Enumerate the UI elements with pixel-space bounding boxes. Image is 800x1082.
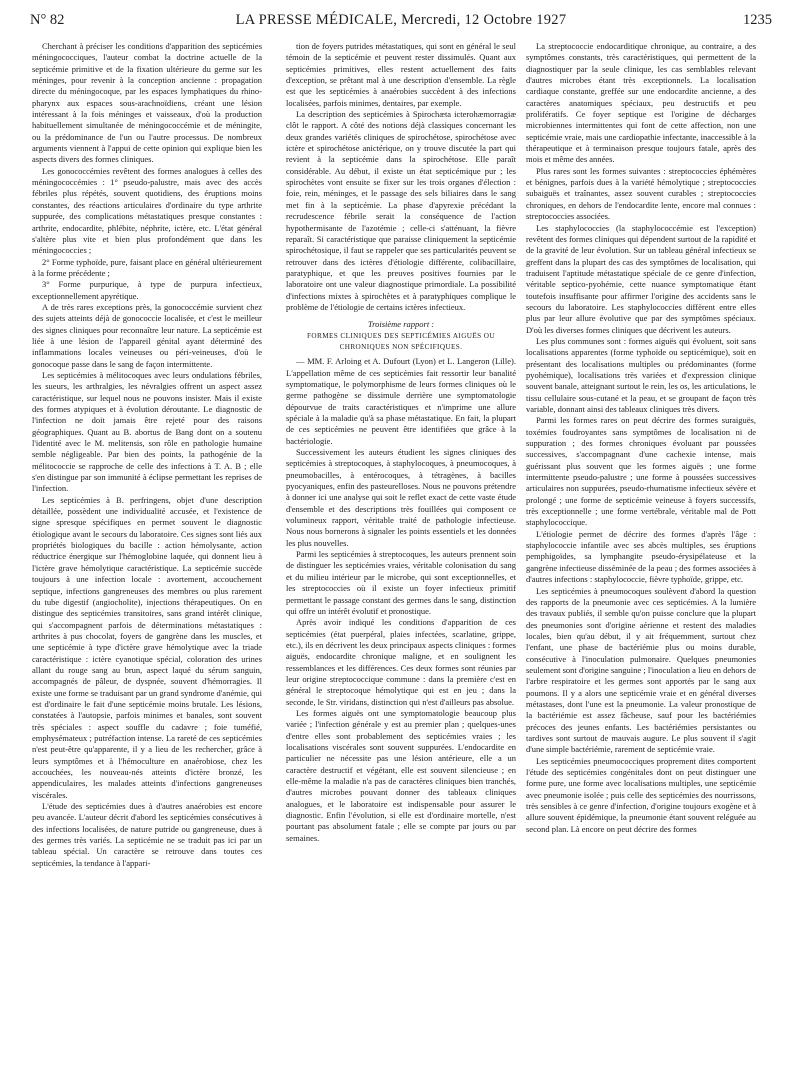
paragraph: Les septicémies à mélitocoques avec leurs ondulations fébriles, les sueurs, les arthralgies, les névralgies offrent un aspect assez caractéristique, sur lequel nous ne pouvons insister. Mais il existe des formes atypiques et à évolution déroutante. Le diagnostic de l'infection ne doit jamais être rejeté pour des raisons géographiques. Quant au B. abortus de Bang dont on a soutenu l'identité avec le M. melitensis, son rôle en pathologie humaine semble négligeable. Par bien des points, la pathogénie de la mélitococcie se rapproche de celle des infections à T. A. B ; elle s'en distingue par son immunité à éclipse permettant les reprises de l'infection. [32,369,262,494]
paragraph: Les formes aiguës ont une symptomatologie beaucoup plus variée ; l'infection générale y est au premier plan ; quelques-unes d'entre elles sont probablement des septicémies vraies ; les localisations viscérales sont souvent suppurées. L'endocardite en particulier ne nécessite pas une lésion antérieure, elle a un caractère destructif et végétant, elle est souvent silencieuse ; en elle-même la maladie n'a pas de caractères cliniques bien tranchés, d'autres microbes pouvant donner des tableaux cliniques analogues, et le laboratoire est indispensable pour assurer le diagnostic. Enfin l'évolution, si elle est d'ordinaire mortelle, n'est pourtant pas absolument fatale ; elle se compte par jours ou par semaines. [286,707,516,843]
paragraph: Les staphylococcies (la staphylococcémie est l'exception) revêtent des formes cliniques qui dépendent surtout de la rapidité et de la gravité de leur évolution. Sur un tableau général infectieux se greffent dans la plupart des cas des symptômes de localisation, qui traduisent l'aptitude métastatique spéciale de ce genre d'infection, véritable septico-pyohémie, cette nuance symptomatique étant toutefois insuffisante pour affirmer l'origine des accidents sans le secours du laboratoire. Les staphylococcies diffèrent entre elles plus par leur allure évolutive que par des symptômes spéciaux. D'où les diverses formes cliniques que décrivent les auteurs. [526,222,756,335]
paragraph: La description des septicémies à Spirochæta icterohæmorragiæ clôt le rapport. A côté des notions déjà classiques concernant les deux grandes variétés cliniques de spirochétose, spirochétose avec ictère et spirochétose anictérique, on y trouve discutée la part qui revient à la septicémie dans la spirochétose. Elle paraît considérable. Au début, il existe un état septicémique pur ; les spirochètes vont ensuite se fixer sur les trois organes d'élection : foie, rein, méninges, et le passage des sels biliaires dans le sang met fin à la septicémie. La phase d'apyrexie précédant la recrudescence fébrile serait la conséquence de l'action hypothermisante de l'azotémie ; celle-ci s'atténuant, la fièvre reparaît. Si caractéristique que paraisse cliniquement la septicémie spirochétosique, il faut se rappeler que ses particularités peuvent se retrouver dans des ictères d'étiologie différente, colibacillaire, paratyphique, et que les preuves positives fournies par le laboratoire ont une valeur diagnostique primordiale. La possibilité d'infections mixtes à spirochètes et à paratyphiques complique le problème de l'étiologie de certains ictères infectieux. [286,109,516,312]
section-heading: Troisième rapport : [367,319,435,330]
paragraph: Les plus communes sont : formes aiguës qui évoluent, soit sans localisations apparentes (forme typhoïde ou septicémique), soit en présentant des localisations multiples ou prédominantes (forme pyohémique), localisations très variées et d'expression clinique souvent banale, atteignant surtout le rein, les os, les articulations, le tissu cellulaire sous-cutané et la peau, et se groupant de façon très variable, donnant ainsi des tableaux cliniques très divers. [526,335,756,414]
paragraph: L'étude des septicémies dues à d'autres anaérobies est encore peu avancée. L'auteur décrit d'abord les septicémies consécutives à des infections localisées, de nature putride ou gangreneuse, dues à des germes très variés. La septicémie ne se traduit pas ici par un tableau spécial. Un caractère se retrouve dans toutes ces septicémies, la tendance à l'appari- [32,801,262,868]
column-middle [286,41,516,844]
paragraph: Successivement les auteurs étudient les signes cliniques des septicémies à streptocoques, à staphylocoques, à pneumocoques, à pneumobacilles, à entérocoques, à tétragènes, à bacilles pyocyaniques, enfin des pasteurelloses. Nous ne pouvons prétendre à donner ici une analyse qui soit le reflet exact de cette vaste étude d'ensemble et des descriptions très fouillées qui composent ce volumineux rapport, véritable traité de pathologie infectieuse. Nous nous bornerons à signaler les points essentiels et les données les plus nouvelles. [286,447,516,548]
paragraph: Les septicémies pneumococciques proprement dites comportent l'étude des septicémies congénitales dont on peut distinguer une forme pure, une forme avec localisations multiples, une septicémie avec pneumonie isolée ; puis celle des septicémies des nourrissons, très sensibles à ce genre d'infection, d'origine toujours exogène et à allure souvent épidémique, la pneumonie étant souvent reléguée au second plan. Là encore on peut décrire des formes [526,755,756,834]
section-subheading: FORMES CLINIQUES DES SEPTICÉMIES AIGUËS OU CHRONIQUES NON SPÉCIFIQUES. [307,331,495,351]
paragraph: Les gonococcémies revêtent des formes analogues à celles des méningococcémies : 1° pseudo-palustre, mais avec des accès fébriles plus répétés, souvent quotidiens, des éruptions moins constantes, des réactions articulaires d'ordinaire du type arthrite suppurée, des complications métastatiques presque constantes : arthrite, endocardite, phlébite, néphrite, ictère, etc. L'état général s'altère plus vite et bien plus profondément que dans les méningococcies ; [32,165,262,256]
column-left [32,41,262,869]
issue-number: N° 82 [30,12,65,28]
journal-title: LA PRESSE MÉDICALE, Mercredi, 12 Octobre 1927 [235,12,567,28]
paragraph: Les septicémies à pneumocoques soulèvent d'abord la question des rapports de la pneumonie avec ces septicémies. A la lumière des travaux publiés, il semble qu'on puisse conclure que la plupart des pneumonies sont d'origine aérienne et restent des maladies locales, bien qu'au début, il y ait fréquemment, surtout chez l'enfant, une phase de bactériémie plus ou moins durable, consécutive à l'inoculation pulmonaire. Quelques pneumonies seulement sont d'origine sanguine ; l'inoculation a lieu en dehors de l'arbre respiratoire et les germes sont apportés par le sang aux poumons. Il y a alors une septicémie vraie et en général diverses métastases, dont l'une est la pneumonie. La valeur pronostique de la bactériémie est assez fâcheuse, sauf pour les bactériémies précoces des jeunes enfants. Les bactériémies persistantes ou tardives sont surtout de mauvais augure. Le plus souvent il s'agit d'une simple bactériémie, rarement de septicémie vraie. [526,585,756,755]
column-right [526,41,756,835]
paragraph: — MM. F. Arloing et A. Dufourt (Lyon) et L. Langeron (Lille). L'appellation même de ces septicémies fait ressortir leur banalité symptomatique, le polymorphisme de leurs formes cliniques où le germe pathogène se dissimule derrière une symptomatologie dépourvue de traits caractéristiques et n'imprime une allure spéciale à la maladie qu'à sa phase métastatique. En fait, la plupart de ces septicémies ne peuvent être identifiées que grâce à la bactériologie. [286,356,516,446]
page-number: 1235 [743,12,772,28]
paragraph: A de très rares exceptions près, la gonococcémie survient chez des sujets atteints déjà de gonococcie localisée, et c'est le meilleur des signes cliniques pour reconnaître leur nature. La septicémie est liée à une lésion de l'appareil génital ayant déterminé des inflammations locales veineuses ou péri-veineuses, d'où le gonocoque passe dans le sang de façon intermittente. [32,301,262,369]
paragraph: L'étiologie permet de décrire des formes d'après l'âge : staphylococcie infantile avec ses abcès multiples, ses éruptions pemphigoïdes, sa lymphangite pseudo-érysipélateuse et la gangrène infectieuse disséminée de la peau ; des formes associées à d'autres infections : staphylococcie, fièvre typhoïde, grippe, etc. [526,528,756,585]
paragraph: tion de foyers putrides métastatiques, qui sont en général le seul témoin de la septicémie et peuvent rester dissimulés. Quant aux septicémies primitives, elles restent actuellement des faits d'exception, se prêtant mal à une description d'ensemble. La règle est que les septicémies à anaérobies succèdent à des infections localisées, parfois minimes, dentaires, par exemple. [286,41,516,108]
paragraph: La streptococcie endocarditique chronique, au contraire, a des symptômes constants, très caractéristiques, qui permettent de la diagnostiquer par la seule clinique, les cas semblables relevant d'autres microbes étant très exceptionnels. La localisation cardiaque constante, greffée sur une endocardite ancienne, a des caractères anatomiques spéciaux, peu destructifs et peu prolifératifs. Ce foyer septique est l'origine de décharges microbiennes intermittentes qui font de cette affection, non une septicémie vraie, mais une cardiopathie infectante, inaccessible à la thérapeutique et à terminaison presque toujours fatale, après des mois et même des années. [526,41,756,165]
running-header [30,10,772,30]
paragraph: Cherchant à préciser les conditions d'apparition des septicémies méningococciques, l'auteur combat la doctrine actuelle de la septicémie primitive et de la fixation ultérieure du germe sur les méninges, pour revenir à la conception ancienne : propagation directe du méningocoque, par les espaces lymphatiques du rhino-pharynx aux espaces sous-arachnoïdiens, créant une lésion intéressant à la fois méninges et vaisseaux, d'où la production habituellement simultanée de méningococcémie et de méningite, ou la prédominance de l'un ou l'autre processus. De nombreux arguments viennent à l'appui de cette opinion qui explique bien les aspects divers des formes cliniques. [32,41,262,165]
paragraph: Les septicémies à B. perfringens, objet d'une description détaillée, possèdent une individualité accusée, et l'existence de signe spresque spécifiques en permet souvent le diagnostic étiologique avant le secours du laboratoire. Ces signes sont liés aux propriétés biologiques du bacille : action hémolysante, action réductrice énergique sur l'hémoglobine laquée, qui donnent lieu à l'ictère grave hémolytique caractéristique. La septicémie succède toujours à une infection locale : avortement, accouchement septique, infections gangreneuses des membres ou plus rarement du tube digestif (angiocholite), injections thérapeutiques. On en distingue des septicémies transitoires, sans grand intérêt clinique, qui s'accompagnent parfois de déterminations métastatiques : arthrites à pus chocolat, foyers de gangrène dans les muscles, et une septicémie à type d'ictère grave hémolytique avec la triade caractéristique : ictère cyanotique spécial, coloration des urines allant du rouge sang au brun, aspect laqué du sérum sanguin, accompagnés de pâleur, de dyspnée, souvent d'hémorragies. Il existe une forme se traduisant par un grand syndrome d'anémie, qui est d'ordinaire le fait d'une septicémie moins brutale. Les lésions, constatées à l'autopsie, parfois minimes et banales, sont souvent très spéciales : aspect souffle du cadavre ; foie tuméfié, emphysémateux ; putréfaction intense. La rareté de ces septicémies n'est peut-être qu'apparente, il y a lieu de les rechercher, grâce à leurs symptômes et à l'hémoculture en anaérobiose, chez les accouchées, les nouveau-nés atteints d'ictère bronzé, les appendiculaires, les malades atteints d'infections gangreneuses viscérales. [32,494,262,800]
paragraph: Après avoir indiqué les conditions d'apparition de ces septicémies (état puerpéral, plaies infectées, scarlatine, grippe, etc.), ils en décrivent les deux principaux aspects cliniques : formes aiguës, endocardite chronique maligne, et en soulignent les ressemblances et les différences. Ces deux formes sont réunies par leur origine streptococcique commune : dans la première c'est en général le streptocoque hémolytique qui est en jeu ; dans la seconde, le Str. viridans, distinction qui n'est d'ailleurs pas absolue. [286,617,516,707]
paragraph: Parmi les septicémies à streptocoques, les auteurs prennent soin de distinguer les septicémies vraies, véritable colonisation du sang et du milieu intérieur par le microbe, qui sont exceptionnelles, et les streptococcies où il existe un foyer infectieux primitif permettant le passage constant des germes dans le sang, distinction qui offre un intérêt évolutif et pronostique. [286,549,516,616]
paragraph: Parmi les formes rares on peut décrire des formes suraiguës, toxémies foudroyantes sans symptômes de localisation ni de suppuration ; des formes chroniques évoluant par poussées successives, s'accompagnant d'une cachexie intense, mais guérissant plus souvent que les formes aiguës ; une forme intermittente pseudo-palustre ; une forme à poussées successives articulaires non suppurées, pseudo-rhumatisme infectieux sévère et prolongé ; une forme de septicémie veineuse à foyers successifs, très exceptionnelle ; une forme vertébrale, véritable mal de Pott staphylococcique. [526,415,756,528]
paragraph: 2° Forme typhoïde, pure, faisant place en général ultérieurement à la forme précédente ; [32,256,262,278]
paragraph: 3° Forme purpurique, à type de purpura infectieux, exceptionnellement apyrétique. [32,279,262,301]
paragraph: Plus rares sont les formes suivantes : streptococcies éphémères et bénignes, parfois dues à la variété hémolytique ; streptococcies subaiguës et traînantes, assez souvent curables ; streptococcies chroniques, en dehors de l'endocardite lente, encore mal connues : streptococcies associées. [526,165,756,222]
